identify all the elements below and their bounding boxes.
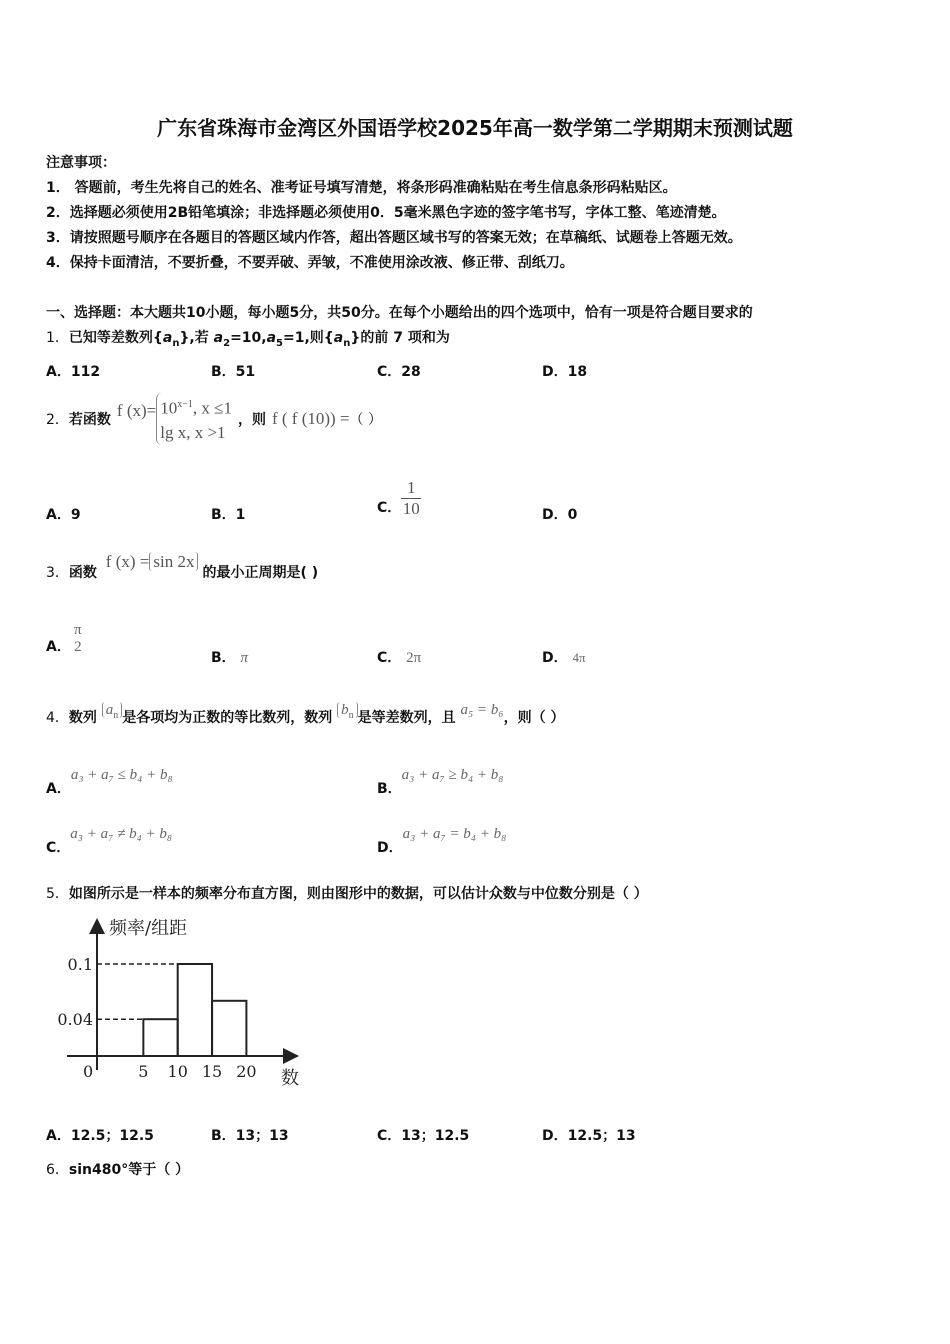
y-axis-label: 频率/组距 xyxy=(109,918,188,939)
option-b[interactable]: B．1 xyxy=(211,507,246,523)
option-d[interactable]: D．0 xyxy=(542,507,578,523)
x-tick-label: 10 xyxy=(167,1062,188,1081)
option-d[interactable] xyxy=(377,823,507,856)
q-number: 6． xyxy=(46,1162,69,1178)
sub: n xyxy=(343,337,351,349)
option-a[interactable] xyxy=(46,764,173,797)
histogram-bar xyxy=(212,1001,246,1056)
sub: 5 xyxy=(276,337,284,349)
option-formula: a₃ + a₇ = b₄ + b₈ xyxy=(402,826,507,842)
option-c[interactable]: C．13；12.5 xyxy=(377,1128,470,1144)
piecewise-formula xyxy=(156,393,232,445)
question-4 xyxy=(46,702,565,729)
y-tick-label: 0.1 xyxy=(67,955,93,974)
q-text: 已知等差数列{ xyxy=(68,330,163,346)
denominator: 10 xyxy=(402,499,420,518)
option-label: B． xyxy=(211,650,236,666)
page-title: 广东省珠海市金湾区外国语学校2025年高一数学第二学期期末预测试题 xyxy=(157,116,793,140)
option-a[interactable]: A．9 xyxy=(46,507,81,523)
q-text: 如图所示是一样本的频率分布直方图，则由图形中的数据，可以估计众数与中位数分别是（ ） xyxy=(68,886,648,902)
denominator: 2 xyxy=(74,639,82,655)
option-label: C． xyxy=(46,840,71,856)
sub: n xyxy=(113,710,119,721)
option-formula: a₃ + a₇ ≥ b₄ + b₈ xyxy=(401,767,504,783)
formula xyxy=(106,552,199,571)
formula-fx: f (x)= xyxy=(116,400,157,420)
fraction xyxy=(401,478,421,519)
sub: n xyxy=(348,710,354,721)
exp: x−1 xyxy=(177,399,193,410)
option-c[interactable] xyxy=(377,478,421,519)
q-text: =10, xyxy=(230,330,267,346)
option-value: 2π xyxy=(406,650,422,666)
q-number: 1． xyxy=(46,330,69,346)
case1-cond: , x ≤1 xyxy=(192,398,232,418)
y-tick-label: 0.04 xyxy=(57,1010,93,1030)
var: a xyxy=(105,702,114,718)
question-5 xyxy=(46,883,648,903)
q-number: 4． xyxy=(46,710,69,726)
option-value: π xyxy=(240,650,249,666)
option-label: A． xyxy=(46,639,71,655)
answer-paren: （ ） xyxy=(349,411,382,428)
var: a xyxy=(333,330,344,346)
q-text: ，则 xyxy=(237,411,266,428)
q-text: 的最小正周期是( ) xyxy=(202,565,319,581)
var: a xyxy=(162,330,173,346)
q-text: 若函数 xyxy=(68,411,111,428)
option-b[interactable] xyxy=(377,764,504,797)
notice-item: 1． 答题前，考生先将自己的姓名、准考证号填写清楚，将条形码准确粘贴在考生信息条形码粘贴区。 xyxy=(46,180,677,196)
sub: n xyxy=(172,337,180,349)
option-label: A． xyxy=(46,781,71,797)
q-text: }的前 7 项和为 xyxy=(350,330,450,346)
option-label: D． xyxy=(542,650,568,666)
q-text: 是各项均为正数的等比数列，数列 xyxy=(122,710,333,726)
option-a[interactable]: A．12.5；12.5 xyxy=(46,1128,154,1144)
seq-b xyxy=(337,702,358,721)
x-axis-label: 数 xyxy=(281,1068,299,1089)
option-d[interactable]: D．12.5；13 xyxy=(542,1128,636,1144)
fx: f (x) = xyxy=(105,552,150,571)
question-1 xyxy=(46,327,450,349)
formula: f ( f (10)) = xyxy=(271,408,350,428)
fraction xyxy=(71,622,85,656)
q-text: 函数 xyxy=(68,565,97,581)
var: b xyxy=(341,702,349,718)
option-b[interactable] xyxy=(211,647,248,667)
q-text: =1,则{ xyxy=(283,330,334,346)
question-3 xyxy=(46,552,319,582)
option-label: D． xyxy=(377,840,403,856)
notice-item: 2．选择题必须使用2B铅笔填涂；非选择题必须使用0．5毫米黑色字迹的签字笔书写，字体工整、笔迹清楚。 xyxy=(46,205,726,221)
numerator: π xyxy=(74,622,82,638)
histogram-bar xyxy=(178,964,212,1056)
origin-label: 0 xyxy=(83,1062,94,1081)
option-b[interactable]: B．51 xyxy=(211,364,256,380)
section-heading: 一、选择题：本大题共10小题，每小题5分，共50分。在每个小题给出的四个选项中，恰有一项是符合题目要求的 xyxy=(46,305,753,321)
option-b[interactable]: B．13；13 xyxy=(211,1128,289,1144)
x-tick-label: 20 xyxy=(236,1062,257,1081)
notice-item: 3．请按照题号顺序在各题目的答题区域内作答，超出答题区域书写的答案无效；在草稿纸、试题卷上答题无效。 xyxy=(46,230,742,246)
option-d[interactable]: D．18 xyxy=(542,364,588,380)
q-number: 2． xyxy=(46,411,69,428)
option-formula: a₃ + a₇ ≤ b₄ + b₈ xyxy=(70,767,173,783)
question-2 xyxy=(46,393,382,445)
histogram-chart xyxy=(45,910,315,1095)
option-label: B． xyxy=(377,781,402,797)
case2: lg x, x >1 xyxy=(160,422,226,442)
condition-formula: a₅ = b₆ xyxy=(460,702,504,718)
option-a[interactable] xyxy=(46,622,85,656)
option-c[interactable] xyxy=(46,823,173,856)
abs-sin: sin 2x xyxy=(149,552,198,571)
seq-a xyxy=(102,702,123,721)
option-c[interactable] xyxy=(377,647,421,667)
option-formula: a₃ + a₇ ≠ b₄ + b₈ xyxy=(70,826,173,842)
option-value: 4π xyxy=(572,650,586,665)
x-tick-label: 5 xyxy=(138,1062,149,1081)
x-tick-label: 15 xyxy=(201,1062,223,1081)
option-c[interactable]: C．28 xyxy=(377,364,421,380)
question-6 xyxy=(46,1159,189,1179)
notice-item: 4．保持卡面清洁，不要折叠，不要弄破、弄皱，不准使用涂改液、修正带、刮纸刀。 xyxy=(46,255,574,271)
notice-heading: 注意事项： xyxy=(46,155,116,171)
q-number: 5． xyxy=(46,886,69,902)
case1: 10 xyxy=(160,398,178,418)
option-label: C． xyxy=(377,650,402,666)
option-a[interactable]: A．112 xyxy=(46,364,101,380)
q-number: 3． xyxy=(46,565,69,581)
q-text: ，则（ ） xyxy=(503,710,565,726)
numerator: 1 xyxy=(407,478,416,497)
sub: 2 xyxy=(223,337,231,349)
var: a xyxy=(266,330,277,346)
q-text: },若 xyxy=(179,330,214,346)
q-text: sin480°等于（ ） xyxy=(68,1162,190,1178)
option-label: C． xyxy=(377,500,402,516)
histogram-bar xyxy=(143,1019,177,1056)
q-text: 数列 xyxy=(68,710,97,726)
q-text: 是等差数列，且 xyxy=(357,710,456,726)
option-d[interactable] xyxy=(542,647,586,667)
var: a xyxy=(213,330,224,346)
